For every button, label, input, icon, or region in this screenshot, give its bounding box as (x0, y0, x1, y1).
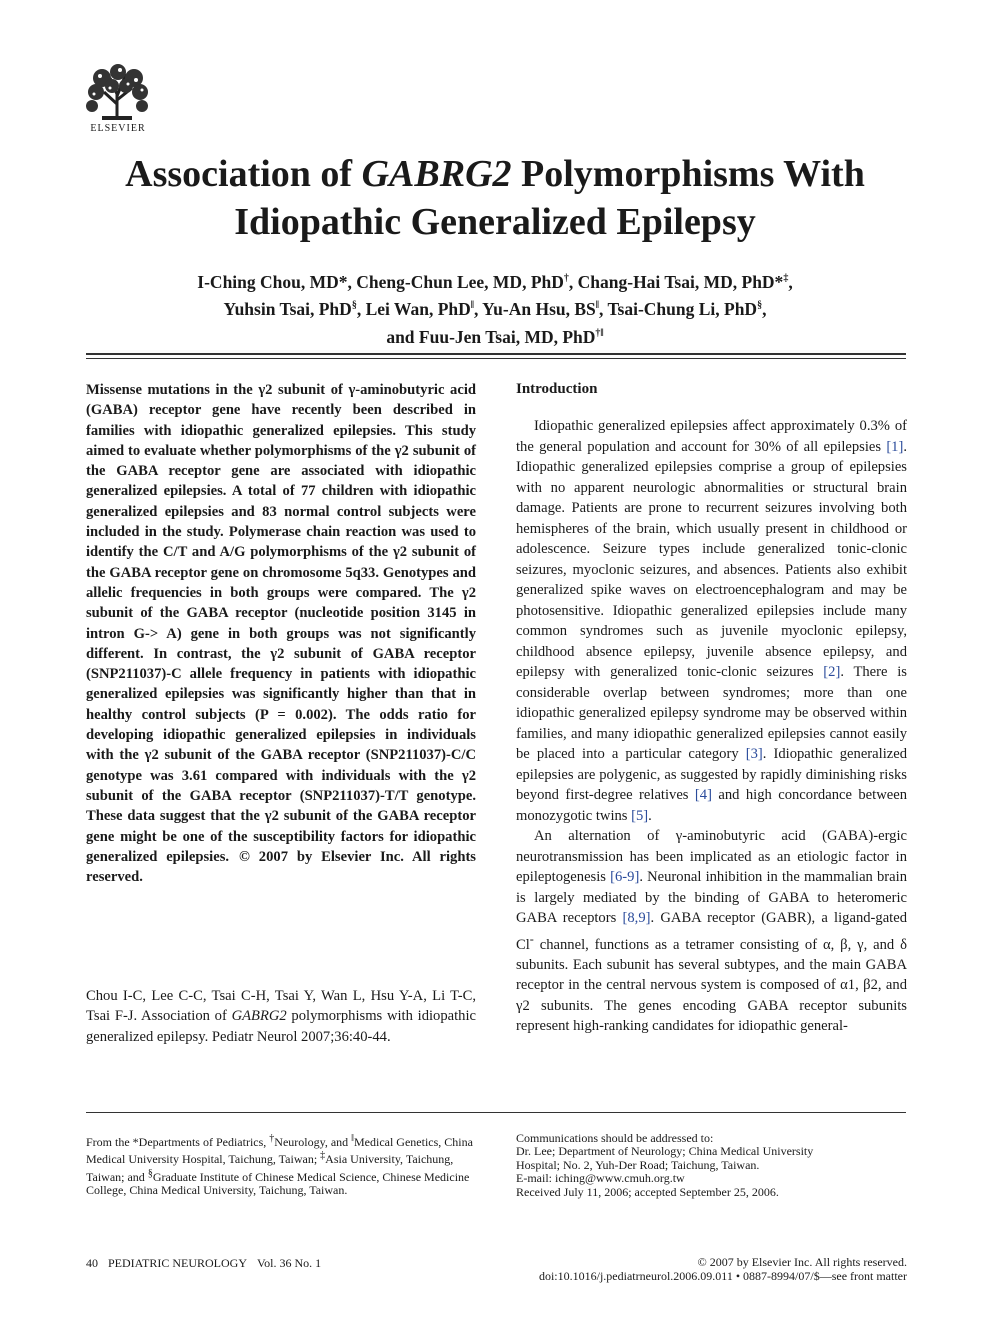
reference-link[interactable]: [3] (745, 746, 763, 762)
text: and high concordance between monozygotic twins (516, 787, 908, 824)
article-title (60, 150, 930, 246)
author-lee: Cheng-Chun Lee, MD, PhD (356, 271, 564, 292)
text: Neurology, and (274, 1135, 352, 1149)
footer-copyright: © 2007 by Elsevier Inc. All rights reserved. (697, 1255, 907, 1269)
affiliations-footnote (86, 1132, 476, 1198)
abstract-text: Missense mutations in the γ2 subunit of γ-aminobutyric acid (GABA) receptor gene have recently been described in families with idiopathic generalized epilepsies. This study aimed to evaluate whether polymorphisms of the γ2 subunit of the GABA receptor gene are associated with idiopathic generalized epilepsies. A total of 77 children with idiopathic generalized epilepsies and 83 normal control subjects were included in the study. Polymerase chain reaction was used to identify the C/T and A/G polymorphisms of the γ2 subunit of the GABA receptor gene on chromosome 5q33. Genotypes and allelic frequencies in both groups were compared. The γ2 subunit of the GABA receptor (nucleotide position 3145 in intron G-> A) gene in both groups was not significantly different. In contrast, the γ2 subunit of GABA receptor (SNP211037)-C allele frequency in patients with idiopathic generalized epilepsies was significantly higher than that in healthy control subjects (P = 0.002). The odds ratio for developing idiopathic generalized epilepsies in individuals with the γ2 subunit of the GABA receptor (SNP211037)-C/C genotype was 3.61 compared with individuals with the γ2 subunit of the GABA receptor (SNP211037)-T/T genotype. These data suggest that the γ2 subunit of the GABA receptor gene might be one of the susceptibility factors for idiopathic generalized epilepsies. (86, 382, 476, 865)
affil-mark: † (269, 1133, 275, 1144)
author-hsu: , Yu-An Hsu, BS (474, 299, 596, 320)
affil-mark: ‖ (351, 1133, 354, 1144)
header-rule-top (86, 353, 906, 355)
page-number: 40 (86, 1256, 98, 1270)
title-part1: Association of (125, 153, 362, 195)
text: channel, functions as a tetramer consisting of α, β, γ, and δ subunits. Each subunit has several subtypes, and the main GABA receptor in the central nervous system is composed of α1, β2, and γ2 subunits. The genes encoding GABA receptor subunits represent high-ranking candidates for idiopathic general- (516, 936, 907, 1035)
author-sep: , (762, 299, 767, 320)
reference-link[interactable]: [1] (886, 438, 904, 455)
author-chou: I-Ching Chou, MD*, (197, 271, 357, 292)
citation-part2: polymorphisms with idiopathic generalized epilepsy. Pediatr Neurol 2007;36:40-44. (86, 1008, 476, 1045)
header-rule-bottom (86, 358, 906, 359)
title-line2: Idiopathic Generalized Epilepsy (234, 201, 756, 243)
affil-mark: ‡ (320, 1150, 326, 1162)
reference-link[interactable]: [6-9] (610, 869, 640, 885)
intro-heading: Introduction (516, 381, 598, 397)
intro-paragraph-2 (516, 826, 907, 1037)
correspondence-footnote (516, 1132, 907, 1199)
text: An alternation of γ-aminobutyric acid (GABA)-ergic neurotransmission has been implicated as an etiologic factor in epileptogenesis (516, 828, 907, 885)
abstract (86, 380, 476, 887)
reference-link[interactable]: [8,9] (622, 910, 651, 926)
journal-volume: Vol. 36 No. 1 (257, 1256, 322, 1270)
author-tsai-ch: , Chang-Hai Tsai, MD, PhD* (568, 271, 784, 292)
footer-doi[interactable]: doi:10.1016/j.pediatrneurol.2006.09.011 • 0887-8994/07/$—see front matter (538, 1268, 907, 1283)
correspondence-address: Dr. Lee; Department of Neurology; China Medical University (516, 1144, 814, 1159)
text: Asia University, Taichung, Taiwan; and (86, 1152, 454, 1184)
superscript: - (529, 931, 534, 946)
text: . Idiopathic generalized epilepsies are polygenic, as suggested by rapidly diminishing risks beyond first-degree relatives (516, 746, 908, 803)
author-mark: † (563, 273, 569, 284)
author-tsai-y: Yuhsin Tsai, PhD (223, 299, 352, 320)
title-part2: Polymorphisms With (511, 153, 865, 195)
received-dates: Received July 11, 2006; accepted September 25, 2006. (516, 1184, 779, 1199)
author-sep: , (788, 271, 793, 292)
author-list (80, 267, 910, 349)
page-footer-right (490, 1256, 907, 1283)
citation-gene: GABRG2 (231, 1008, 287, 1025)
citation-part1: Chou I-C, Lee C-C, Tsai C-H, Tsai Y, Wan L, Hsu Y-A, Li T-C, Tsai F-J. Association of (86, 988, 476, 1025)
author-li: , Tsai-Chung Li, PhD (599, 299, 758, 320)
text: From the *Departments of Pediatrics, (86, 1135, 270, 1149)
text: . (648, 807, 652, 824)
page-footer-left (86, 1256, 321, 1271)
footnote-rule (86, 1112, 906, 1113)
author-tsai-fj: and Fuu-Jen Tsai, MD, PhD (386, 326, 596, 347)
text: . Idiopathic generalized epilepsies comprise a group of epilepsies with no apparent neurologic abnormalities or structural brain damage. Patients are prone to recurrent seizures involving both hemispheres of the brain, which usually present in childhood or adolescence. Seizure types include generalized tonic-clonic seizures, myoclonic seizures, and absences. Patients also exhibit generalized spike waves on electroencephalogram and may be photosensitive. Idiopathic generalized epilepsies include many common syndromes such as juvenile myoclonic epilepsy, childhood absence epilepsy, juvenile absence epilepsy, and epilepsy with generalized tonic-clonic seizures (516, 438, 907, 680)
text: . GABA receptor (GABR), a ligand-gated Cl (516, 910, 907, 953)
author-mark: § (757, 300, 763, 312)
citation (86, 986, 476, 1047)
reference-link[interactable]: [5] (631, 807, 649, 824)
text: . There is considerable overlap between syndromes; more than one idiopathic generalized epilepsy syndrome may be observed within families, and many idiopathic generalized epilepsies cannot easily be placed into a particular category (516, 664, 907, 762)
author-mark: § (351, 300, 357, 312)
correspondence-address: Hospital; No. 2, Yuh-Der Road; Taichung, Taiwan. (516, 1157, 760, 1172)
reference-link[interactable]: [4] (694, 787, 712, 803)
author-mark: ‖ (470, 300, 475, 312)
title-gene: GABRG2 (361, 153, 512, 195)
author-mark: †‖ (595, 327, 604, 339)
journal-name: PEDIATRIC NEUROLOGY (108, 1256, 247, 1270)
text: Idiopathic generalized epilepsies affect approximately 0.3% of the general population and account for 30% of all epilepsies (516, 418, 907, 455)
author-mark: ‖ (595, 300, 600, 312)
affil-mark: § (147, 1167, 153, 1179)
intro-paragraph-1 (516, 416, 907, 826)
publisher-name: ELSEVIER (90, 123, 146, 134)
reference-link[interactable]: [2] (823, 664, 841, 680)
author-wan: , Lei Wan, PhD (356, 299, 471, 320)
text: . Neuronal inhibition in the mammalian brain is largely mediated by the binding of GABA to heteromeric GABA receptors (516, 869, 907, 926)
text: Graduate Institute of Chinese Medical Science, Chinese Medicine College, China Medical University, Taichung, Taiwan. (86, 1169, 470, 1198)
correspondence-email[interactable]: E-mail: iching@www.cmuh.org.tw (516, 1171, 685, 1186)
abstract-copyright: © 2007 by Elsevier Inc. All rights reserved. (86, 848, 476, 886)
correspondence-heading: Communications should be addressed to: (516, 1131, 714, 1145)
text: Medical Genetics, China Medical University Hospital, Taichung, Taiwan; (86, 1135, 473, 1167)
intro-body (516, 416, 907, 1037)
author-mark: ‡ (783, 273, 789, 284)
